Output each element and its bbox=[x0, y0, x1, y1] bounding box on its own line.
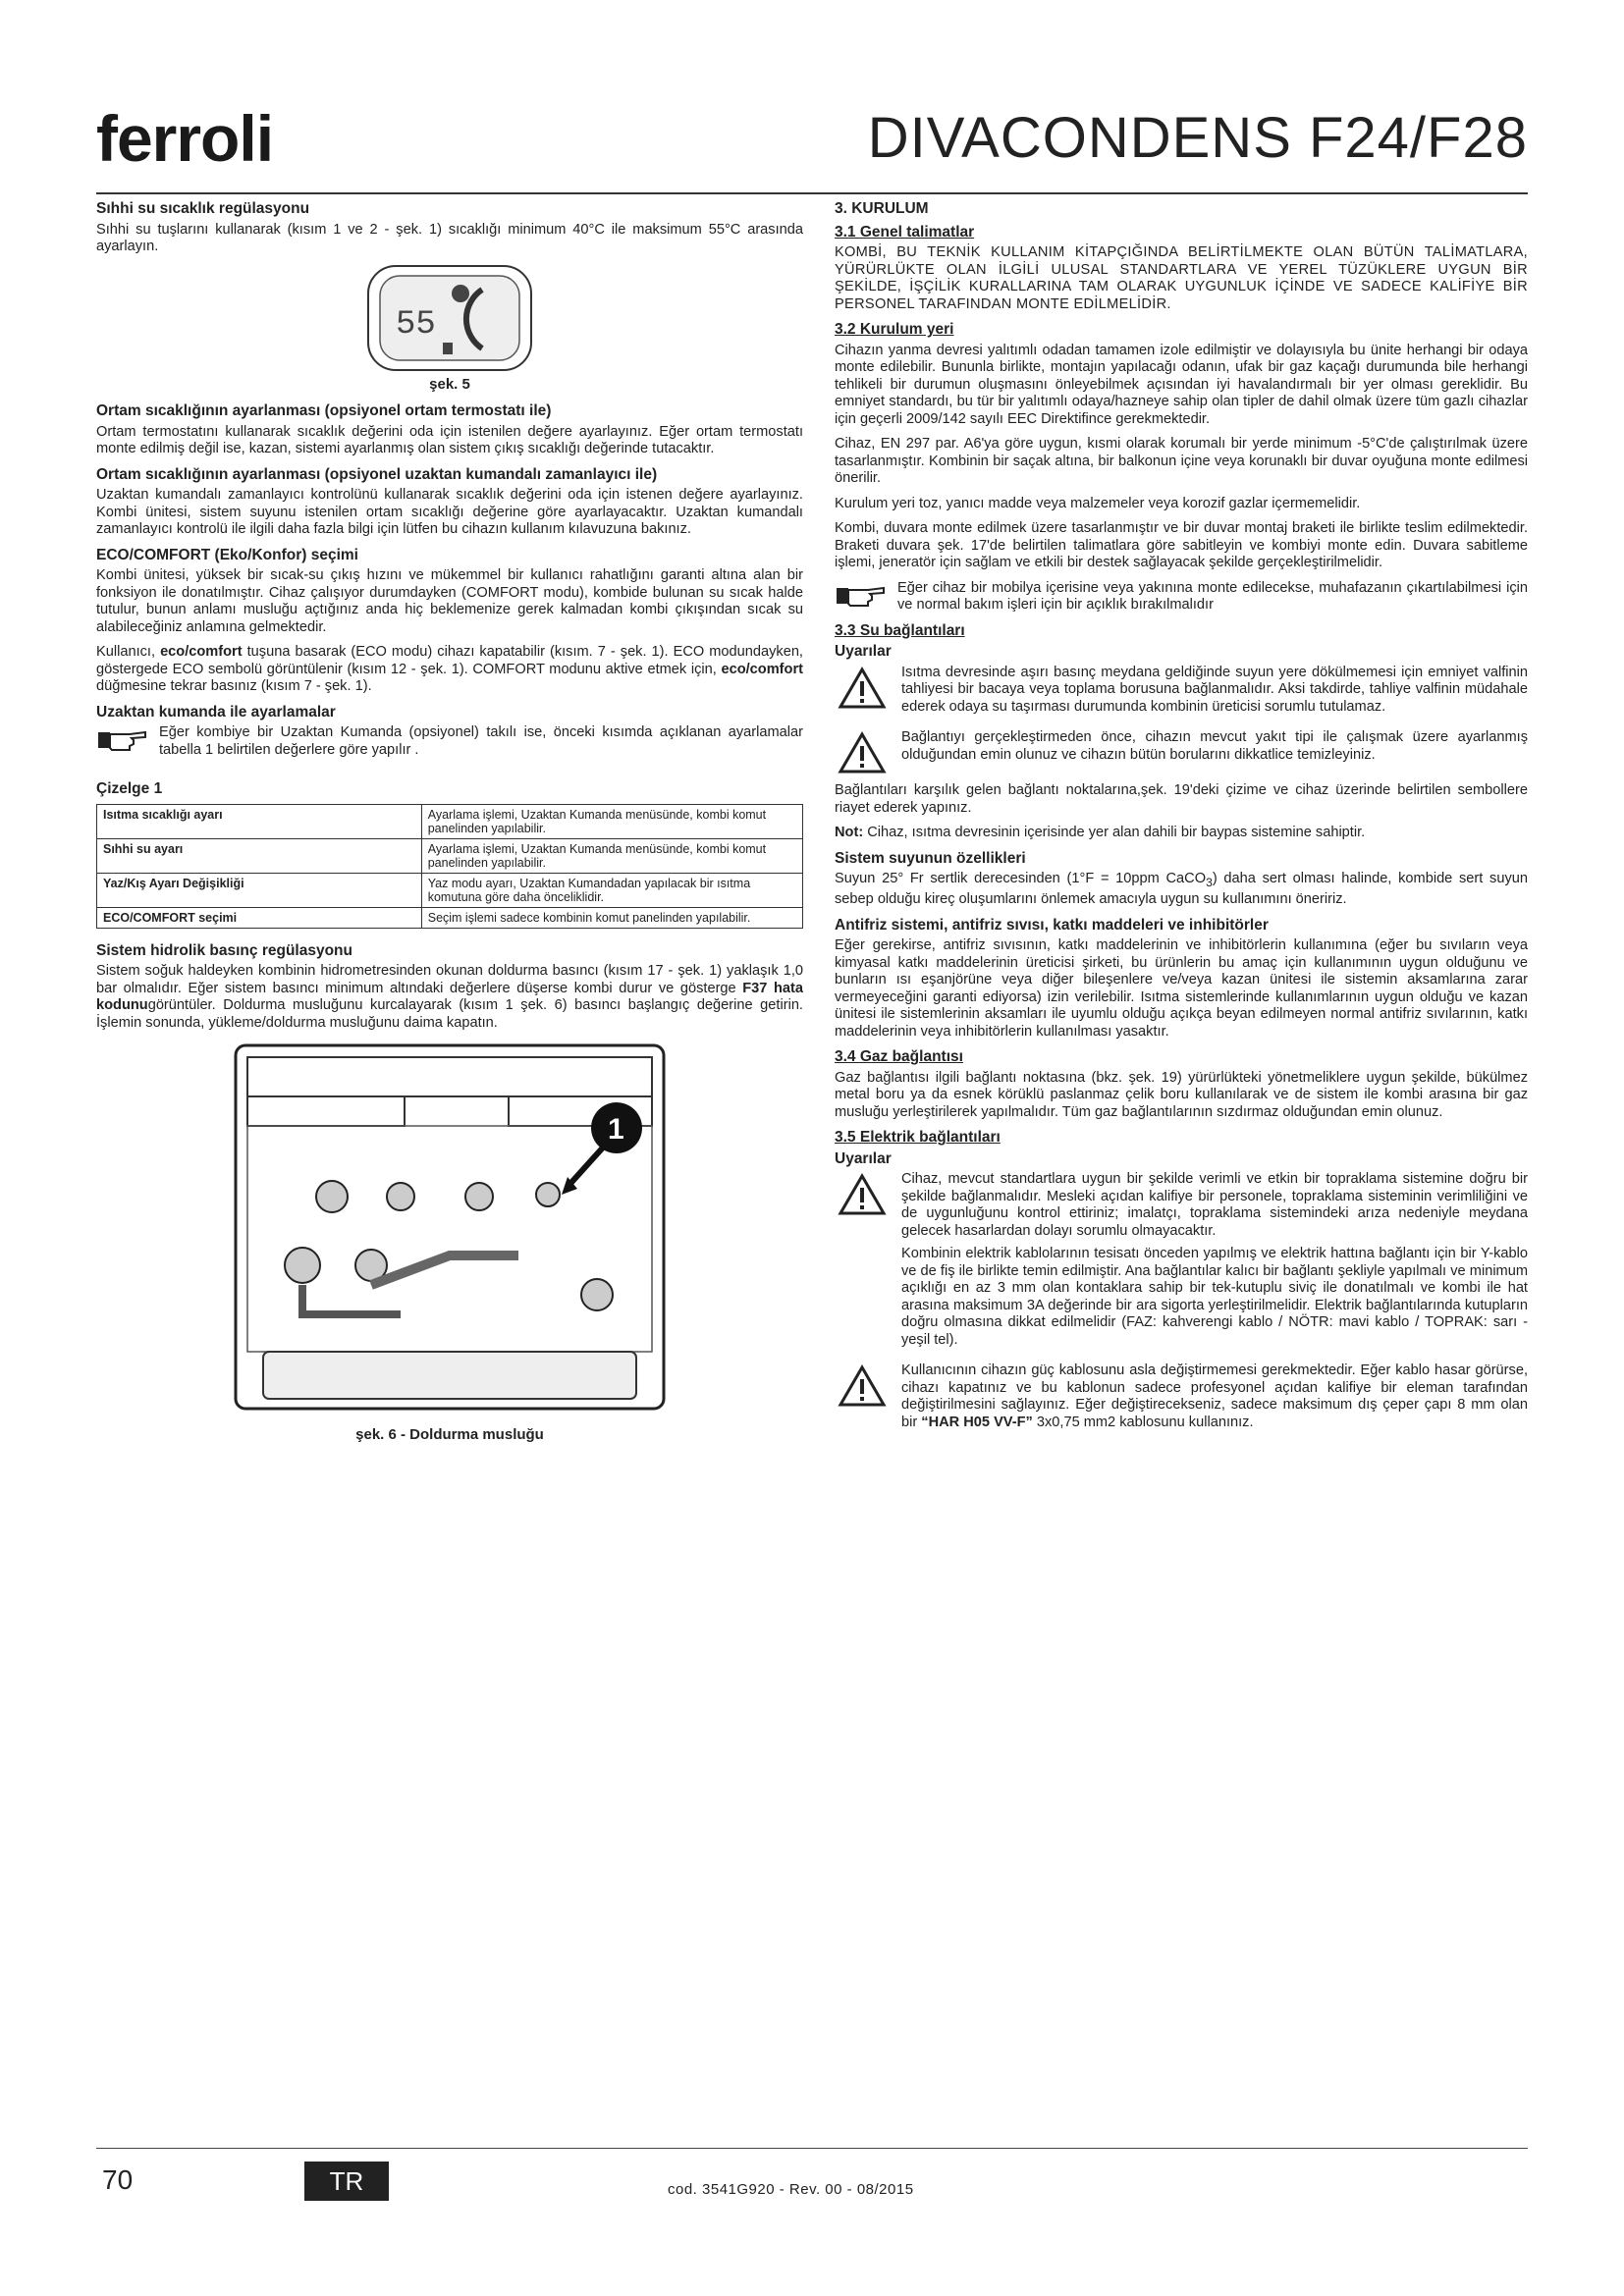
settings-table bbox=[96, 804, 803, 929]
warning-triangle-icon bbox=[835, 1171, 890, 1216]
table-row bbox=[97, 873, 803, 907]
section-title: Ortam sıcaklığının ayarlanması (opsiyonel ortam termostatı ile) bbox=[96, 402, 552, 419]
paragraph: Kullanıcı, eco/comfort tuşuna basarak (ECO modu) cihazı kapatabilir (kısım. 7 - şek. 1). ECO modundayken, göstergede ECO sembolü görüntülenir (kısım 12 - şek. 1). COMFORT modunu aktive etmek için, eco/comfort düğmesine tekrar basınız (kısım 7 - şek. 1). bbox=[96, 644, 803, 694]
table-row bbox=[97, 838, 803, 873]
paragraph: Suyun 25° Fr sertlik derecesinden (1°F = 10ppm CaCO$_3$) daha sert olması halinde, kombide sert suyun sebep olduğu kireç oluşumlarını önlemek amacıyla uygun su kullanımını öneririz. bbox=[835, 871, 1528, 908]
table-row bbox=[97, 804, 803, 838]
warnings-title: Uyarılar bbox=[835, 643, 892, 660]
section-title: Uzaktan kumanda ile ayarlamalar bbox=[96, 703, 336, 721]
paragraph: Eğer cihaz bir mobilya içerisine veya yakınına monte edilecekse, muhafazanın çıkartılabilmesi için ve normal bakım işleri için bir açıklık bırakılmalıdır bbox=[897, 579, 1528, 613]
warning-block bbox=[835, 665, 1528, 722]
figure-caption: şek. 5 bbox=[429, 375, 470, 393]
warning-block bbox=[835, 1171, 1528, 1355]
paragraph: Gaz bağlantısı ilgili bağlantı noktasına (bkz. şek. 19) yürürlükteki yönetmeliklere uygun şekilde, bükülmez metal boru ya da esnek körüklü paslanmaz çelik boru kullanılarak ve de sistem ile kombi arasına bir gaz musluğu yerleştirilerek yapılmalıdır. Tüm gaz bağlantılarının sızdırmaz olduğundan emin olunuz. bbox=[835, 1069, 1528, 1120]
pointing-hand-icon bbox=[835, 580, 888, 610]
table-cell-key: Isıtma sıcaklığı ayarı bbox=[97, 804, 422, 838]
warning-triangle-icon bbox=[835, 665, 890, 710]
note-block bbox=[96, 724, 803, 759]
footer-rule bbox=[96, 2148, 1528, 2149]
paragraph: Sıhhi su tuşlarını kullanarak (kısım 1 ve 2 - şek. 1) sıcaklığı minimum 40°C ile maksimum 55°C arasında ayarlayın. bbox=[96, 221, 803, 254]
table-title: Çizelge 1 bbox=[96, 780, 163, 797]
section-title: Sistem hidrolik basınç regülasyonu bbox=[96, 941, 352, 959]
warning-block bbox=[835, 1362, 1528, 1437]
table-cell-value: Seçim işlemi sadece kombinin komut panelinden yapılabilir. bbox=[421, 907, 802, 928]
document-code: cod. 3541G920 - Rev. 00 - 08/2015 bbox=[668, 2181, 914, 2198]
paragraph: Bağlantıyı gerçekleştirmeden önce, cihazın mevcut yakıt tipi ile çalışmak üzere ayarlanmış olduğundan emin olunuz ve cihazın bütün borularını dikkatlice temizleyiniz. bbox=[901, 729, 1528, 763]
paragraph: Kombi ünitesi, yüksek bir sıcak-su çıkış hızını ve mükemmel bir kullanıcı rahatlığını garanti altına alan bir fonksiyon ile donatılmıştır. Cihaz çalışıyor durumdayken (COMFORT modu), kombide bulunan su sıcak halde tutulur, bunun anlamı musluğu açtığınız anda hiç beklemenize gerek kalmadan kombi çıkışından sıcak su alabileceğiniz anlamına gelmektedir. bbox=[96, 567, 803, 635]
section-title: 3.4 Gaz bağlantısı bbox=[835, 1048, 963, 1066]
chapter-title: 3. KURULUM bbox=[835, 200, 929, 217]
paragraph: Cihaz, mevcut standartlara uygun bir şekilde verimli ve etkin bir topraklama sistemine doğru bir şekilde bağlanmalıdır. Mesleki açıdan kalifiye bir personele, topraklama sisteminin verimliliğini ve de uygunluğunu kontrol ettiriniz; imalatçı, topraklama sistemindeki arıza nedeniyle meydana gelecek hasarlardan dolayı sorumlu olmayacaktır. bbox=[901, 1171, 1528, 1239]
warning-triangle-icon bbox=[835, 729, 890, 774]
paragraph: Sistem soğuk haldeyken kombinin hidrometresinden okunan doldurma basıncı (kısım 17 - şek. 1) yaklaşık 1,0 bar olmalıdır. Eğer sistem basıncı minimum altındaki değerlere düşerse kombi durur ve gösterge F37 hata kodunugörüntüler. Doldurma musluğunu kurcalayarak (kısım 1 şek. 6) basıncı başlangıç değerine getirin. İşlemin sonunda, yükleme/doldurma musluğunu daima kapatın. bbox=[96, 963, 803, 1031]
display-readout: 55 bbox=[396, 305, 436, 344]
warning-block bbox=[835, 729, 1528, 774]
callout-number: 1 bbox=[608, 1113, 624, 1146]
figure-6-boiler-drawing bbox=[224, 1040, 676, 1422]
warnings-title: Uyarılar bbox=[835, 1149, 892, 1167]
paragraph: Eğer kombiye bir Uzaktan Kumanda (opsiyonel) takılı ise, önceki kısımda açıklanan ayarlamalar tabella 1 belirtilen değerlere göre yapılır . bbox=[159, 724, 803, 758]
pointing-hand-icon bbox=[96, 724, 149, 754]
page-number: 70 bbox=[102, 2164, 134, 2195]
section-title: Sıhhi su sıcaklık regülasyonu bbox=[96, 200, 310, 217]
table-cell-value: Ayarlama işlemi, Uzaktan Kumanda menüsünde, kombi komut panelinden yapılabilir. bbox=[421, 838, 802, 873]
table-cell-key: Sıhhi su ayarı bbox=[97, 838, 422, 873]
model-title: DIVACONDENS F24/F28 bbox=[867, 106, 1528, 170]
paragraph: Kullanıcının cihazın güç kablosunu asla değiştirmemesi gerekmektedir. Eğer kablo hasar görürse, cihazı kapatınız ve bu kablonun sadece profesyonel açıdan kalifiye bir eleman tarafından değiştirilmesini sağlayınız. Eğer değiştirecekseniz, sadece maksimum dış çeper çapı 8 mm olan bir “HAR H05 VV-F” 3x0,75 mm2 kablosunu kullanınız. bbox=[901, 1362, 1528, 1430]
paragraph: Cihazın yanma devresi yalıtımlı odadan tamamen izole edilmiştir ve dolayısıyla bu ünite herhangi bir odaya monte edilebilir. Bununla birlikte, montajın yapılacağı odanın, ufak bir gaz kaçağı durumunda bile herhangi tehlikeli bir durumun oluşmasını önleyebilmek açısından iyi havalandırmalı bir yer olması gereklidir. Bu emniyet standardı, bu tür bir yalıtımlı odaya/hazneye sahip olan tipler de dahil olmak üzere tüm gazlı cihazlar için geçerli 2009/142 sayılı EEC Direktifince gerekmektedir. bbox=[835, 342, 1528, 427]
section-title: ECO/COMFORT (Eko/Konfor) seçimi bbox=[96, 546, 358, 563]
right-column bbox=[835, 196, 1528, 1445]
table-cell-value: Yaz modu ayarı, Uzaktan Kumandadan yapılacak bir ısıtma komutuna göre daha önceliklidir. bbox=[421, 873, 802, 907]
section-title: Antifriz sistemi, antifriz sıvısı, katkı maddeleri ve inhibitörler bbox=[835, 916, 1269, 934]
section-title: Sistem suyunun özellikleri bbox=[835, 849, 1026, 867]
figure-5-display bbox=[366, 264, 533, 372]
figure-caption: şek. 6 - Doldurma musluğu bbox=[355, 1426, 544, 1443]
table-cell-key: ECO/COMFORT seçimi bbox=[97, 907, 422, 928]
left-column bbox=[96, 196, 803, 1454]
paragraph: Bağlantıları karşılık gelen bağlantı noktalarına,şek. 19'deki çizime ve cihaz üzerinde belirtilen sembollere riayet ederek yapınız. bbox=[835, 782, 1528, 816]
table-row bbox=[97, 907, 803, 928]
header-rule bbox=[96, 192, 1528, 194]
paragraph: Not: Cihaz, ısıtma devresinin içerisinde yer alan dahili bir baypas sistemine sahiptir. bbox=[835, 825, 1366, 840]
table-cell-value: Ayarlama işlemi, Uzaktan Kumanda menüsünde, kombi komut panelinden yapılabilir. bbox=[421, 804, 802, 838]
section-title: 3.1 Genel talimatlar bbox=[835, 223, 975, 240]
section-title: Ortam sıcaklığının ayarlanması (opsiyonel uzaktan kumandalı zamanlayıcı ile) bbox=[96, 465, 658, 483]
paragraph: Cihaz, EN 297 par. A6'ya göre uygun, kısmi olarak korumalı bir yerde minimum -5°C'de çalıştırılmak üzere tasarlanmıştır. Kombinin bir saçak altına, bir balkonun içine veya korunaklı bir duvar oyuğuna monte edilmesi önerilir. bbox=[835, 436, 1528, 486]
section-title: 3.2 Kurulum yeri bbox=[835, 321, 954, 338]
section-title: 3.5 Elektrik bağlantıları bbox=[835, 1129, 1001, 1147]
paragraph: Eğer gerekirse, antifriz sıvısının, katkı maddelerinin ve inhibitörlerin kullanımına (eğer bu sıvıların veya kimyasal katkı maddelerinin üreticisi şirketi, bu ürünlerin bu amaç için kullanımının uygun olduğunu ve bunların ısı eşanjörüne veya diğer bileşenlere ve/veya kazan ünitesi ile sistemin aksamlarına zarar vermeyeceğini garanti ediyorsa) izin verilebilir. Isıtma sistemlerinde kullanımlarının uygun olduğu ve kazan ünitesi ile sistemlerinin aksamları ile uyumlu olduğu açıkça beyan edilmeyen normal antifriz sıvılarının, katkı maddelerinin veya inhibitörlerin kullanılması yasaktır. bbox=[835, 937, 1528, 1040]
paragraph: Kombi, duvara monte edilmek üzere tasarlanmıştır ve bir duvar montaj braketi ile birlikte teslim edilmektedir. Braketi duvara şek. 17'de belirtilen talimatlara göre sabitleyin ve kombiyi monte edin. Duvara sabitleme işlemi, jeneratör için sağlam ve etkili bir destek sağlayacak şekilde gerçekleştirilmelidir. bbox=[835, 520, 1528, 570]
paragraph: Kombinin elektrik kablolarının tesisatı önceden yapılmış ve elektrik hattına bağlantı için bir Y-kablo ve de fiş ile birlikte temin edilmiştir. Ana bağlantılar kalıcı bir bağlantı şekliyle yapılmalı ve minimum açıklığı en az 3 mm olan kontaklara sahip bir tek-kutuplu siviç ile donatılmalı ve kombi ile hat arasına maksimum 3A değerinde bir ara sigorta yerleştirilmelidir. Elektrik bağlantılarında kutupların doğru olmasına dikkat edilmelidir (FAZ: kahverengi kablo / NÖTR: mavi kablo / TOPRAK: sarı - yeşil tel). bbox=[901, 1246, 1528, 1348]
note-block bbox=[835, 580, 1528, 614]
section-title: 3.3 Su bağlantıları bbox=[835, 621, 965, 639]
language-badge: TR bbox=[304, 2162, 389, 2201]
paragraph: Kurulum yeri toz, yanıcı madde veya malzemeler veya korozif gazlar içermemelidir. bbox=[835, 495, 1361, 511]
paragraph: KOMBİ, BU TEKNİK KULLANIM KİTAPÇIĞINDA BELİRTİLMEKTE OLAN BÜTÜN TALİMATLARA, YÜRÜRLÜKTE OLAN İLGİLİ ULUSAL STANDARTLARA VE YEREL TÜZÜKLERE UYGUN BİR ŞEKİLDE, İŞÇİLİK KURALLARINA TAM OLARAK UYGUNLUK İÇİNDE VE SADECE KALİFİYE BİR PERSONEL TARAFINDAN MONTE EDİLMELİDİR. bbox=[835, 244, 1528, 312]
paragraph: Isıtma devresinde aşırı basınç meydana geldiğinde suyun yere dökülmemesi için emniyet valfinin tahliyesi bir bacaya veya toplama borusuna bağlanmalıdır. Aksi takdirde, tahliye valfinin müdahale ederek odaya su taşırması durumunda kombinin üreticisi sorumlu tutulamaz. bbox=[901, 664, 1528, 715]
table-cell-key: Yaz/Kış Ayarı Değişikliği bbox=[97, 873, 422, 907]
brand-logo: ferroli bbox=[96, 102, 274, 175]
paragraph: Uzaktan kumandalı zamanlayıcı kontrolünü kullanarak sıcaklık değerini oda için istenen değere ayarlayınız. Kombi ünitesi, sistem suyunu istenilen ortam sıcaklığı değerine göre ayarlayacaktır. Uzaktan kumandalı zamanlayıcı kontrolü ile ilgili daha fazla bilgi için lütfen bu cihazın kullanım kılavuzuna bakınız. bbox=[96, 487, 803, 537]
paragraph: Ortam termostatını kullanarak sıcaklık değerini oda için istenilen değere ayarlayınız. Eğer ortam termostatı monte edilmiş değil ise, kazan, sistemi ayarlanmış olan sistem çıkış sıcaklığı değerinde tutacaktır. bbox=[96, 423, 803, 456]
warning-triangle-icon bbox=[835, 1362, 890, 1408]
